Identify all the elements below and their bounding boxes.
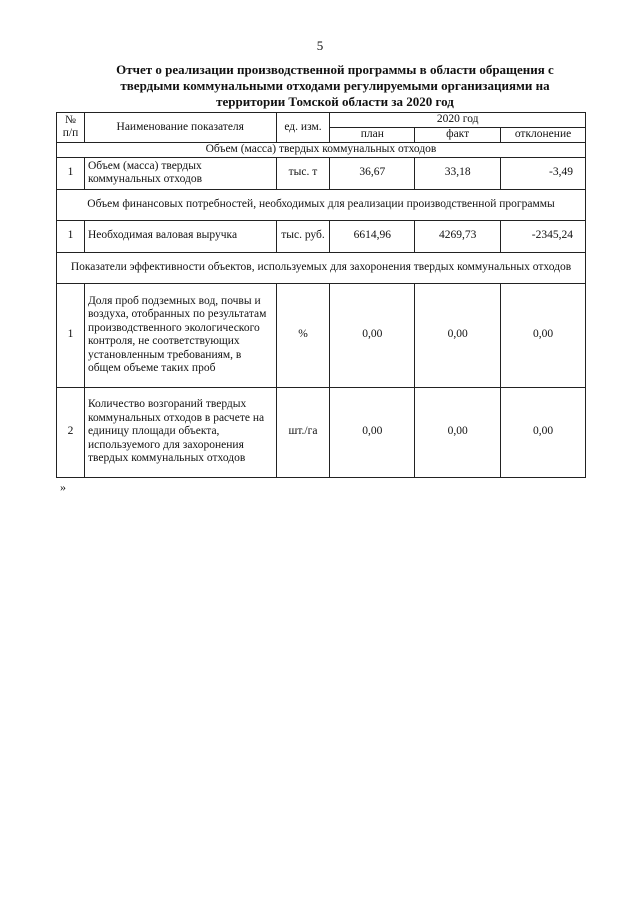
section-title: Показатели эффективности объектов, используемых для захоронения твердых коммунальных отходов: [57, 252, 586, 283]
row-deviation: -3,49: [501, 157, 586, 189]
header-year: 2020 год: [330, 113, 586, 128]
section-row: [57, 142, 586, 157]
header-deviation: отклонение: [501, 128, 586, 143]
header-plan: план: [330, 128, 415, 143]
table-row: [57, 220, 586, 252]
row-num: 2: [57, 387, 85, 477]
row-deviation: 0,00: [501, 387, 586, 477]
header-row: [57, 113, 586, 128]
row-unit: %: [276, 283, 330, 387]
table-row: [57, 157, 586, 189]
row-fact: 0,00: [415, 387, 501, 477]
row-plan: 36,67: [330, 157, 415, 189]
row-plan: 0,00: [330, 387, 415, 477]
header-name: Наименование показателя: [84, 113, 276, 143]
report-title: Отчет о реализации производственной программы в области обращения с твердыми коммунальными отходами регулируемыми организациями на территории Томской области за 2020 год: [116, 62, 554, 109]
section-title: Объем финансовых потребностей, необходимых для реализации производственной программы: [57, 189, 586, 220]
row-name: Необходимая валовая выручка: [84, 220, 276, 252]
section-row: [57, 189, 586, 220]
row-num: 1: [57, 157, 85, 189]
row-plan: 0,00: [330, 283, 415, 387]
report-table: [56, 112, 586, 478]
row-deviation: 0,00: [501, 283, 586, 387]
section-title: Объем (масса) твердых коммунальных отходов: [57, 142, 586, 157]
row-unit: тыс. руб.: [276, 220, 330, 252]
header-fact: факт: [415, 128, 501, 143]
header-unit: ед. изм.: [276, 113, 330, 143]
row-fact: 0,00: [415, 283, 501, 387]
row-unit: тыс. т: [276, 157, 330, 189]
row-num: 1: [57, 283, 85, 387]
table-row: [57, 387, 586, 477]
section-row: [57, 252, 586, 283]
page-number: 5: [316, 38, 324, 53]
header-num: № п/п: [57, 113, 85, 143]
row-name: Количество возгораний твердых коммунальных отходов в расчете на единицу площади объекта, используемого для захоронения твердых коммунальных отходов: [84, 387, 276, 477]
table-row: [57, 283, 586, 387]
row-plan: 6614,96: [330, 220, 415, 252]
closing-quote: »: [60, 480, 66, 494]
row-name: Доля проб подземных вод, почвы и воздуха, отобранных по результатам производственного экологического контроля, не соответствующих установленным требованиям, в общем объеме таких проб: [84, 283, 276, 387]
row-fact: 33,18: [415, 157, 501, 189]
row-deviation: -2345,24: [501, 220, 586, 252]
row-unit: шт./га: [276, 387, 330, 477]
row-fact: 4269,73: [415, 220, 501, 252]
row-name: Объем (масса) твердых коммунальных отходов: [84, 157, 276, 189]
row-num: 1: [57, 220, 85, 252]
